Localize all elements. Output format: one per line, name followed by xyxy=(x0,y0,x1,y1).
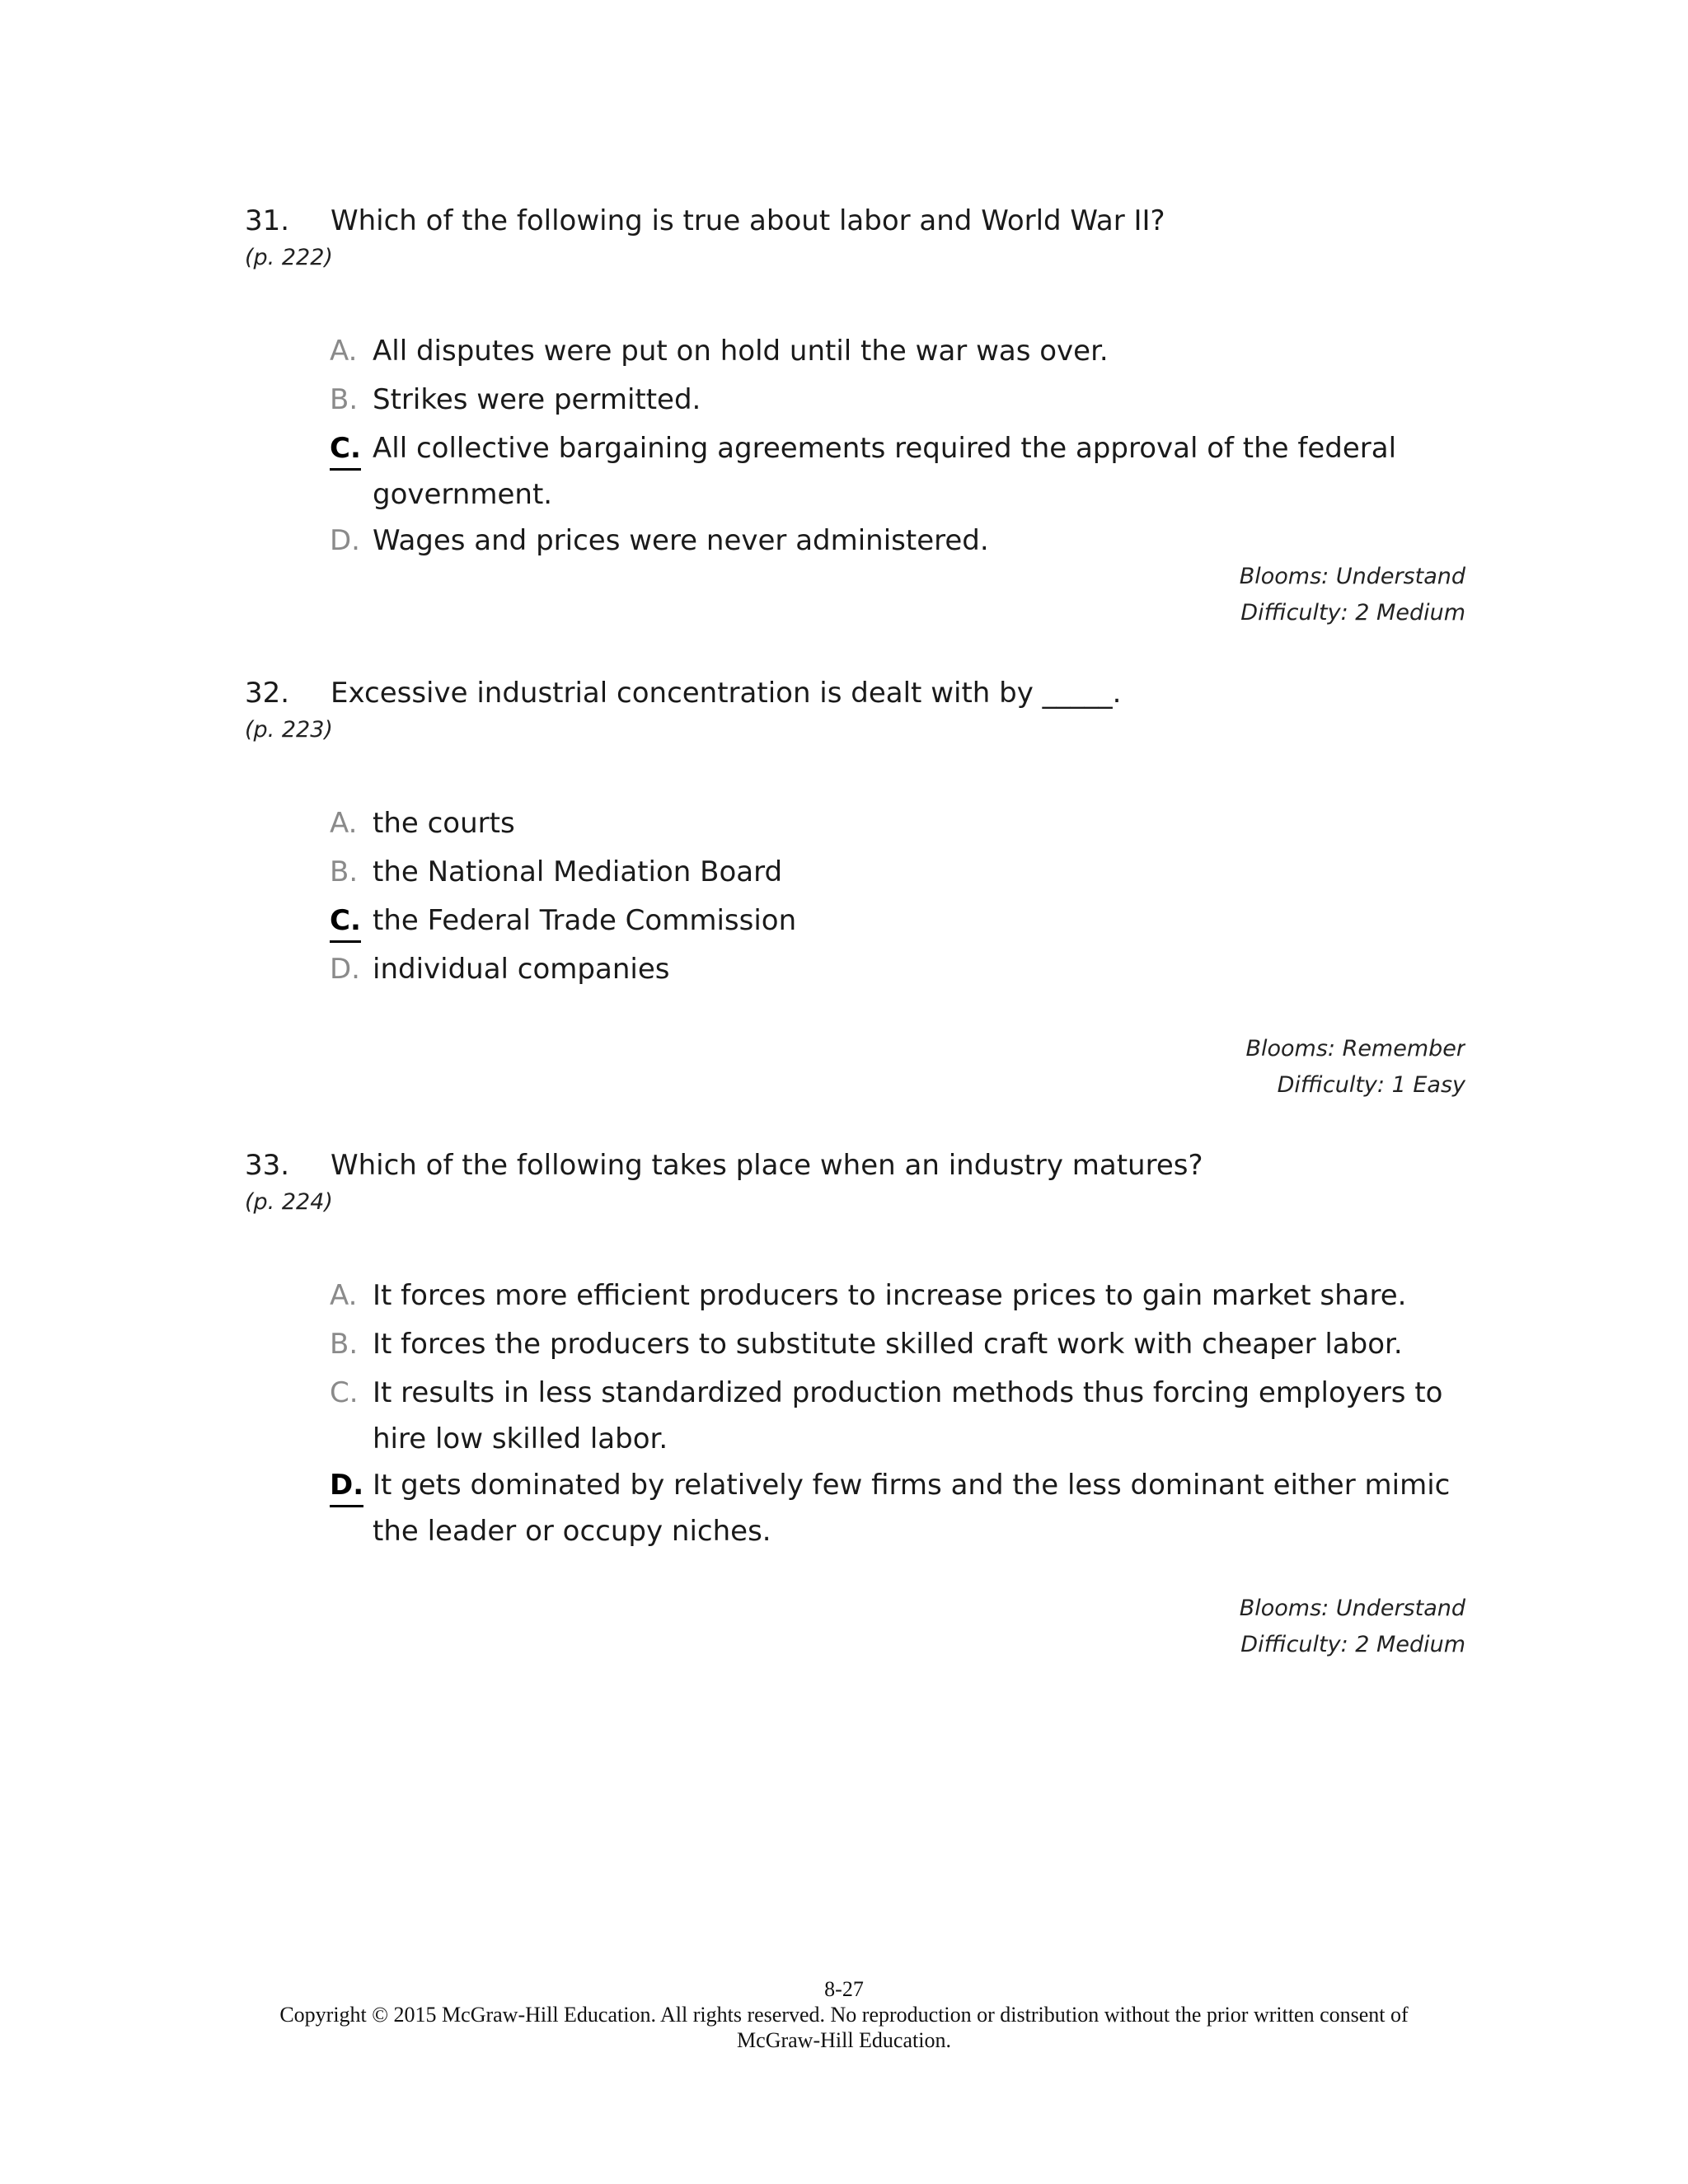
question-text: Excessive industrial concentration is dealt with by _____. xyxy=(331,677,1122,710)
option-a xyxy=(330,800,1475,849)
option-c-correct xyxy=(330,898,1475,946)
question-metadata xyxy=(1245,1031,1465,1104)
option-d-correct xyxy=(330,1462,1475,1554)
question-number: 32. xyxy=(245,677,290,710)
option-text: the courts xyxy=(373,807,515,840)
answer-options xyxy=(330,800,1475,995)
correct-answer-letter: C. xyxy=(330,429,361,471)
option-b xyxy=(330,377,1475,425)
option-text: It forces more efficient producers to increase prices to gain market share. xyxy=(373,1279,1407,1312)
difficulty-level: Difficulty: 2 Medium xyxy=(1240,600,1465,626)
difficulty-level: Difficulty: 1 Easy xyxy=(1277,1072,1465,1098)
question-text: Which of the following takes place when an industry matures? xyxy=(331,1149,1203,1182)
answer-options xyxy=(330,328,1475,566)
question-metadata xyxy=(1240,559,1465,631)
option-text: It results in less standardized production methods thus forcing employers to hire low skilled labor. xyxy=(373,1376,1443,1455)
option-text: Wages and prices were never administered. xyxy=(373,524,989,557)
option-text: It forces the producers to substitute skilled craft work with cheaper labor. xyxy=(373,1328,1403,1361)
page-number: 8-27 xyxy=(824,1977,864,2001)
blooms-level: Blooms: Remember xyxy=(1245,1036,1465,1062)
question-number: 31. xyxy=(245,204,290,237)
option-letter: A. xyxy=(330,335,358,368)
page-reference: (p. 224) xyxy=(245,1189,333,1215)
blooms-level: Blooms: Understand xyxy=(1239,564,1465,589)
correct-answer-letter: C. xyxy=(330,901,361,943)
page-footer xyxy=(0,1976,1688,2053)
blooms-level: Blooms: Understand xyxy=(1239,1596,1465,1621)
copyright-line-2: McGraw-Hill Education. xyxy=(737,2028,951,2052)
option-a xyxy=(330,1272,1475,1321)
option-d xyxy=(330,946,1475,995)
question-text: Which of the following is true about labor and World War II? xyxy=(331,204,1165,237)
option-a xyxy=(330,328,1475,377)
option-text: the Federal Trade Commission xyxy=(373,904,797,937)
question-header xyxy=(245,1147,1203,1183)
question-metadata xyxy=(1240,1591,1465,1663)
option-text: individual companies xyxy=(373,953,670,986)
option-c xyxy=(330,1370,1475,1462)
option-letter: C. xyxy=(330,1376,359,1409)
option-text: All disputes were put on hold until the war was over. xyxy=(373,335,1109,368)
option-letter: B. xyxy=(330,855,359,888)
option-letter: D. xyxy=(330,524,360,557)
page-reference: (p. 222) xyxy=(245,245,333,270)
page-reference: (p. 223) xyxy=(245,717,333,743)
option-text: the National Mediation Board xyxy=(373,855,783,888)
option-letter: D. xyxy=(330,953,360,986)
option-text: All collective bargaining agreements required the approval of the federal government. xyxy=(373,432,1397,511)
difficulty-level: Difficulty: 2 Medium xyxy=(1240,1632,1465,1657)
question-header xyxy=(245,675,1121,711)
option-letter: A. xyxy=(330,1279,358,1312)
option-letter: B. xyxy=(330,1328,359,1361)
option-letter: A. xyxy=(330,807,358,840)
option-letter: B. xyxy=(330,383,359,416)
correct-answer-letter: D. xyxy=(330,1465,363,1507)
option-text: It gets dominated by relatively few firms and the less dominant either mimic the leader or occupy niches. xyxy=(373,1469,1451,1548)
option-text: Strikes were permitted. xyxy=(373,383,701,416)
question-number: 33. xyxy=(245,1149,290,1182)
question-header xyxy=(245,203,1165,239)
answer-options xyxy=(330,1272,1475,1554)
copyright-line-1: Copyright © 2015 McGraw-Hill Education. All rights reserved. No reproduction or distribution without the prior written consent of xyxy=(279,2003,1409,2027)
option-c-correct xyxy=(330,425,1475,518)
option-b xyxy=(330,849,1475,898)
option-b xyxy=(330,1321,1475,1370)
